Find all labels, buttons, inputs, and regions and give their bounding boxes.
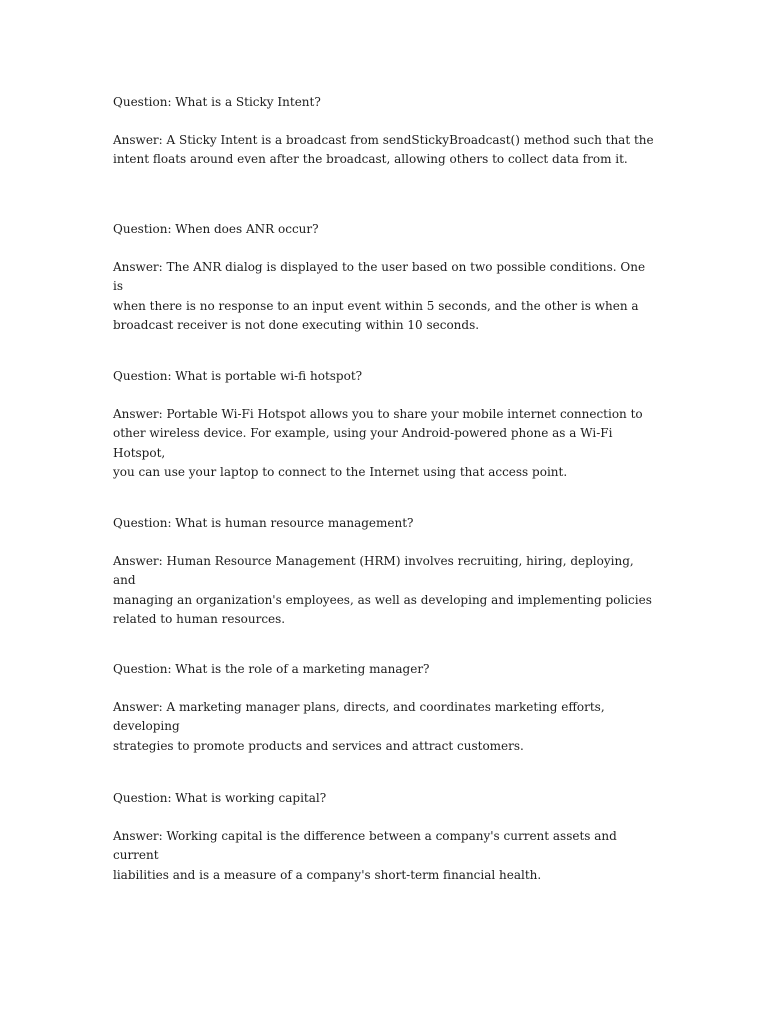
question-text: Question: What is human resource management?: [113, 516, 414, 530]
qa-block: [113, 367, 658, 482]
answer-text: Answer: Human Resource Management (HRM) involves recruiting, hiring, deploying, and managing an organization's employees, as well as developing and implementing policies related to human resources.: [113, 554, 652, 626]
answer-text: Answer: A Sticky Intent is a broadcast from sendStickyBroadcast() method such that the intent floats around even after the broadcast, allowing others to collect data from it.: [113, 133, 654, 167]
question-text: Question: When does ANR occur?: [113, 222, 319, 236]
question-text: Question: What is portable wi-fi hotspot?: [113, 369, 363, 383]
qa-block: [113, 93, 658, 170]
qa-block: [113, 514, 658, 629]
question-text: Question: What is working capital?: [113, 791, 327, 805]
answer-text: Answer: The ANR dialog is displayed to the user based on two possible conditions. One is when there is no response to an input event within 5 seconds, and the other is when a broadcast receiver is not done executing within 10 seconds.: [113, 260, 646, 332]
question-text: Question: What is the role of a marketing manager?: [113, 662, 430, 676]
question-text: Question: What is a Sticky Intent?: [113, 95, 321, 109]
answer-text: Answer: A marketing manager plans, directs, and coordinates marketing efforts, developing strategies to promote products and services and attract customers.: [113, 700, 605, 753]
qa-block: [113, 660, 658, 756]
answer-text: Answer: Working capital is the difference between a company's current assets and current liabilities and is a measure of a company's short-term financial health.: [113, 829, 617, 882]
qa-block: [113, 220, 658, 335]
answer-text: Answer: Portable Wi-Fi Hotspot allows you to share your mobile internet connection to other wireless device. For example, using your Android-powered phone as a Wi-Fi Hotspot, you can use your laptop to connect to the Internet using that access point.: [113, 407, 643, 479]
qa-block: [113, 789, 658, 885]
